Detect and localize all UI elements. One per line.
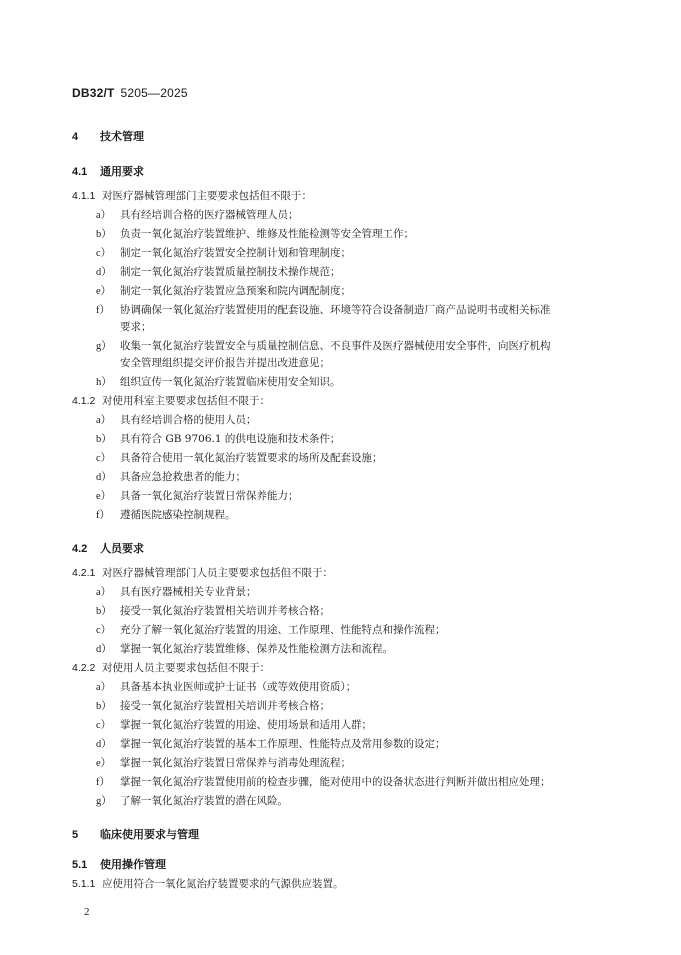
item-text: 制定一氧化氮治疗装置应急预案和院内调配制度； (120, 285, 351, 297)
clause-number: 5.1.1 (72, 878, 96, 890)
clause-4-2-2 (72, 660, 270, 675)
item-label: d） (96, 739, 112, 750)
list-item (96, 717, 372, 732)
item-text: 具有经培训合格的医疗器械管理人员； (120, 209, 299, 221)
item-continuation: 安全管理组织提交评价报告并提出改进意见； (120, 357, 330, 369)
item-label: b） (96, 606, 112, 617)
list-item (96, 338, 551, 353)
clause-number: 4.1.2 (72, 395, 96, 407)
list-item (96, 603, 330, 618)
list-item (96, 641, 393, 656)
item-text: 接受一氧化氮治疗装置相关培训并考核合格； (120, 700, 330, 712)
item-continuation: 要求； (120, 321, 152, 333)
clause-text: 对使用人员主要要求包括但不限于： (102, 662, 270, 674)
item-label: e） (96, 491, 112, 502)
item-label: b） (96, 701, 112, 712)
item-label: b） (96, 229, 112, 240)
list-item (96, 793, 288, 808)
list-item (96, 450, 383, 465)
item-label: f） (96, 305, 110, 316)
clause-4-1-2 (72, 393, 270, 408)
item-text: 具备应急抢救患者的能力； (120, 471, 246, 483)
item-text: 具有符合 GB 9706.1 的供电设施和技术条件； (120, 433, 341, 445)
list-item (96, 774, 551, 789)
item-text: 协调确保一氧化氮治疗装置使用的配套设施、环境等符合设备制造厂商产品说明书或相关标准 (120, 304, 551, 316)
list-item (96, 431, 340, 446)
list-item (96, 302, 551, 317)
item-text: 掌握一氧化氮治疗装置的用途、使用场景和适用人群； (120, 719, 372, 731)
item-text: 充分了解一氧化氮治疗装置的用途、工作原理、性能特点和操作流程； (120, 624, 446, 636)
item-text: 掌握一氧化氮治疗装置维修、保养及性能检测方法和流程。 (120, 643, 393, 655)
item-label: d） (96, 644, 112, 655)
item-text: 收集一氧化氮治疗装置安全与质量控制信息、不良事件及医疗器械使用安全事件，向医疗机构 (120, 340, 551, 352)
item-label: a） (96, 415, 112, 426)
clause-4-2-1 (72, 565, 333, 580)
list-item (96, 622, 446, 637)
standard-header (72, 86, 188, 100)
clause-text: 对使用科室主要要求包括但不限于： (102, 395, 270, 407)
item-label: d） (96, 267, 112, 278)
list-item (96, 207, 299, 222)
list-item (96, 226, 414, 241)
clause-4-1-1 (72, 188, 312, 203)
item-text: 遵循医院感染控制规程。 (120, 509, 236, 521)
section-heading-4-2 (72, 540, 144, 556)
section-number: 4 (72, 131, 79, 143)
item-label: e） (96, 286, 112, 297)
item-text: 具备符合使用一氧化氮治疗装置要求的场所及配套设施； (120, 452, 383, 464)
item-text: 具备一氧化氮治疗装置日常保养能力； (120, 490, 299, 502)
list-item (96, 245, 351, 260)
clause-text: 对医疗器械管理部门人员主要要求包括但不限于： (102, 567, 333, 579)
list-item (96, 755, 351, 770)
section-heading-5-1 (72, 856, 166, 872)
list-item (96, 264, 341, 279)
section-heading-4 (72, 128, 144, 144)
section-title: 技术管理 (100, 130, 144, 143)
standard-code: DB32/T (72, 86, 115, 100)
section-number: 5.1 (72, 859, 88, 871)
item-label: c） (96, 720, 112, 731)
section-title: 通用要求 (100, 165, 144, 178)
item-label: c） (96, 248, 112, 259)
item-label: a） (96, 682, 112, 693)
list-item (96, 412, 257, 427)
list-item (96, 488, 299, 503)
list-item (96, 584, 257, 599)
page-number: 2 (84, 906, 90, 918)
item-text: 了解一氧化氮治疗装置的潜在风险。 (120, 795, 288, 807)
list-item (96, 698, 330, 713)
standard-number: 5205—2025 (120, 86, 188, 100)
item-text: 负责一氧化氮治疗装置维护、维修及性能检测等安全管理工作； (120, 228, 414, 240)
clause-number: 4.1.1 (72, 190, 96, 202)
section-heading-4-1 (72, 163, 144, 179)
clause-text: 应使用符合一氧化氮治疗装置要求的气源供应装置。 (102, 878, 344, 890)
item-label: a） (96, 210, 112, 221)
item-label: f） (96, 777, 110, 788)
item-label: a） (96, 587, 112, 598)
item-text: 制定一氧化氮治疗装置安全控制计划和管理制度； (120, 247, 351, 259)
section-title: 临床使用要求与管理 (100, 828, 199, 841)
section-number: 5 (72, 829, 79, 841)
list-item (96, 469, 246, 484)
clause-number: 4.2.1 (72, 567, 96, 579)
item-label: g） (96, 796, 112, 807)
list-item (96, 374, 341, 389)
item-text: 具备基本执业医师或护士证书（或等效使用资质）； (120, 681, 357, 693)
section-number: 4.1 (72, 166, 88, 178)
section-number: 4.2 (72, 543, 88, 555)
item-text: 具有经培训合格的使用人员； (120, 414, 257, 426)
item-text: 具有医疗器械相关专业背景； (120, 586, 257, 598)
item-text: 掌握一氧化氮治疗装置的基本工作原理、性能特点及常用参数的设定； (120, 738, 446, 750)
item-label: d） (96, 472, 112, 483)
clause-text: 对医疗器械管理部门主要要求包括但不限于： (102, 190, 312, 202)
section-title: 人员要求 (100, 542, 144, 555)
list-item (96, 679, 356, 694)
item-text: 掌握一氧化氮治疗装置使用前的检查步骤，能对使用中的设备状态进行判断并做出相应处理； (120, 776, 551, 788)
item-text: 组织宣传一氧化氮治疗装置临床使用安全知识。 (120, 376, 341, 388)
list-item (96, 507, 236, 522)
item-label: f） (96, 510, 110, 521)
item-text: 制定一氧化氮治疗装置质量控制技术操作规范； (120, 266, 341, 278)
item-text: 掌握一氧化氮治疗装置日常保养与消毒处理流程； (120, 757, 351, 769)
clause-5-1-1 (72, 876, 344, 891)
list-item (96, 736, 446, 751)
item-label: b） (96, 434, 112, 445)
item-text: 接受一氧化氮治疗装置相关培训并考核合格； (120, 605, 330, 617)
item-label: c） (96, 625, 112, 636)
item-label: e） (96, 758, 112, 769)
list-item (96, 283, 351, 298)
item-label: h） (96, 377, 112, 388)
item-label: g） (96, 341, 112, 352)
item-label: c） (96, 453, 112, 464)
section-heading-5 (72, 826, 199, 842)
section-title: 使用操作管理 (100, 858, 166, 871)
clause-number: 4.2.2 (72, 662, 96, 674)
